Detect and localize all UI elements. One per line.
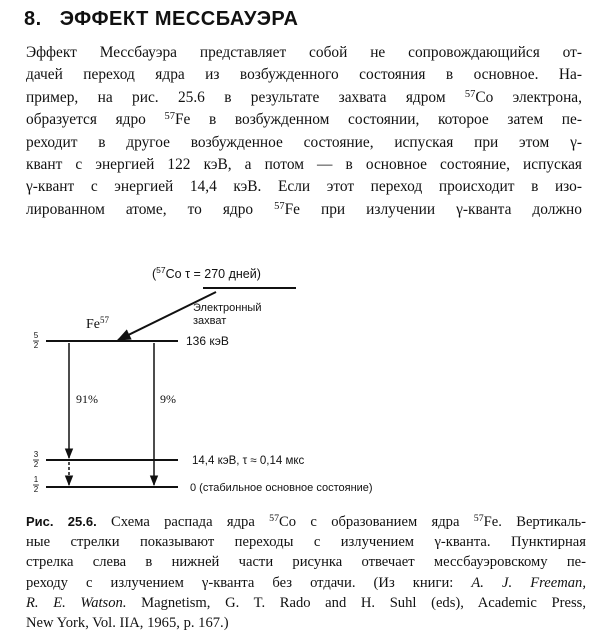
spin-label: 5: [33, 331, 39, 340]
body-line: лированном атоме, то ядро $^{57}$Fe при излучении γ-кванта должно: [26, 200, 582, 218]
electron-capture-label: Электронный: [193, 302, 262, 314]
spin-label: 2: [33, 460, 39, 469]
branch-label-91: 91%: [76, 392, 98, 406]
daughter-nucleus-label: Fe$^{57}$: [86, 315, 109, 332]
electron-capture-label: захват: [193, 315, 227, 327]
body-line: образуется ядро $^{57}$Fe в возбужденном состоянии, которое затем пе-: [26, 110, 582, 129]
parent-nucleus-label: ($^{57}$Co τ = 270 дней): [152, 265, 261, 281]
spin-label: 2: [33, 485, 39, 494]
body-line: Эффект Мессбауэра представляет собой не сопровождающийся от-: [26, 44, 582, 61]
body-line: квант с энергией 122 кэВ, а потом — в основное состояние, испуская: [26, 156, 582, 174]
energy-level-label: 136 кэВ: [186, 334, 229, 348]
caption-line: Рис. 25.6. Схема распада ядра $^{57}$Co с образованием ядра $^{57}$Fe. Вертикаль-: [26, 513, 586, 530]
section-number: 8.: [24, 8, 42, 30]
body-line: γ-квант с энергией 14,4 кэВ. Если этот переход происходит в изо-: [26, 178, 582, 196]
section-title: ЭФФЕКТ МЕССБАУЭРА: [59, 8, 299, 30]
body-line: пример, на рис. 25.6 в результате захвата ядром $^{57}$Co электрона,: [26, 88, 582, 106]
branch-label-9: 9%: [160, 392, 176, 406]
spin-label: 2: [33, 341, 39, 350]
caption-line: R. E. Watson. Magnetism, G. T. Rado and H. Suhl (eds), Academic Press,: [26, 594, 586, 611]
caption-line: реходу с излучением γ-кванта без отдачи. (Из книги: A. J. Freeman,: [26, 574, 586, 591]
caption-label: Рис. 25.6.: [26, 514, 97, 529]
energy-level-label: 14,4 кэВ, τ ≈ 0,14 мкс: [192, 455, 305, 467]
body-line: реходит в другое возбужденное состояние, испуская при этом γ-: [26, 133, 582, 151]
caption-line: ные стрелки показывают переходы с излучением γ-кванта. Пунктирная: [26, 534, 586, 551]
energy-level-label: 0 (стабильное основное состояние): [190, 482, 373, 494]
spin-label: 1: [33, 475, 39, 484]
caption-line: New York, Vol. IIA, 1965, p. 167.): [26, 615, 229, 632]
figure-caption: [26, 512, 586, 633]
caption-line: стрелка слева в нижней части рисунка отвечает мессбауэровскому пе-: [26, 554, 586, 571]
body-line: дачей переход ядра из возбужденного состояния в основное. На-: [26, 66, 582, 84]
spin-label: 3: [33, 450, 39, 459]
